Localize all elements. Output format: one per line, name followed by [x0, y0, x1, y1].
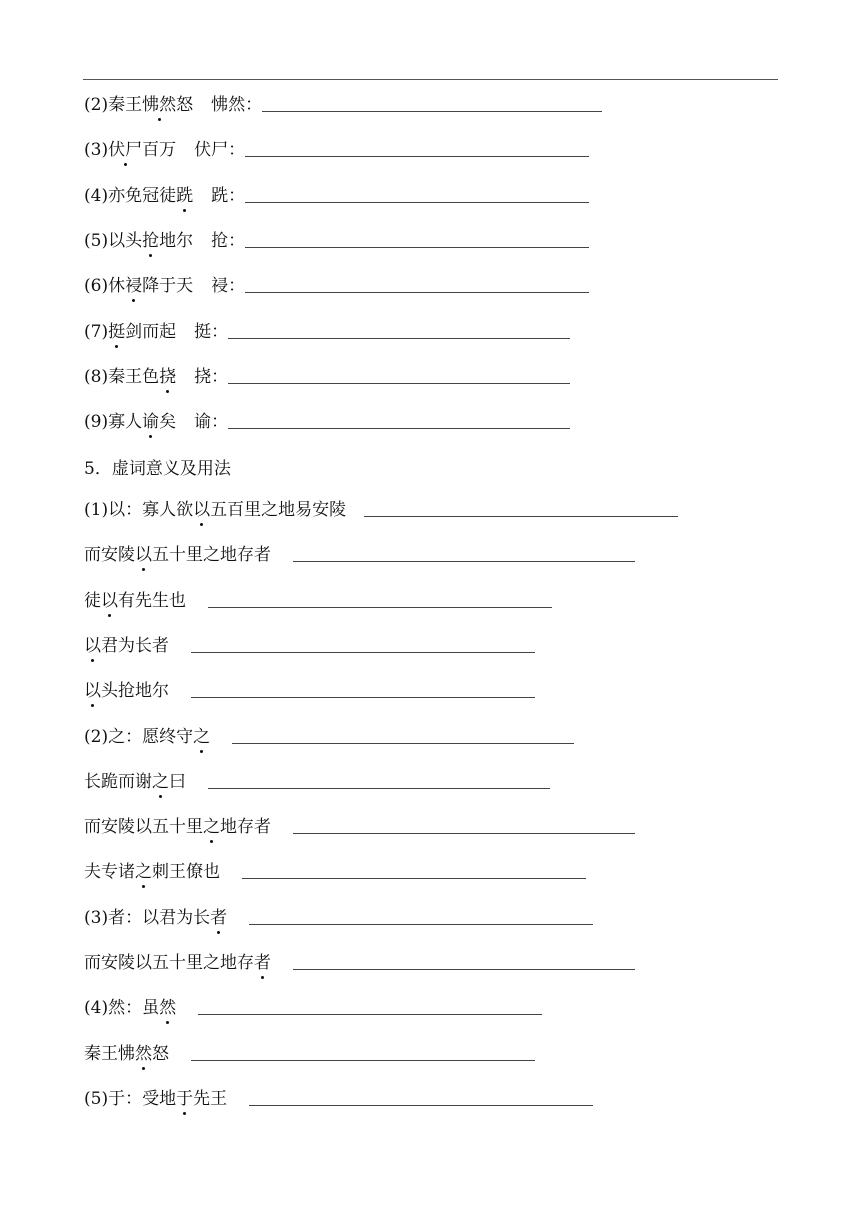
- function_words-item: [84, 944, 635, 974]
- answer-blank[interactable]: [191, 652, 535, 653]
- answer-blank[interactable]: [191, 697, 535, 698]
- emphasized-word: 跣: [176, 185, 194, 206]
- emphasized-word: 祲: [125, 276, 143, 297]
- function_words-item: [84, 989, 542, 1019]
- answer-blank[interactable]: [293, 833, 635, 834]
- item-text: (3): [84, 140, 109, 161]
- emphasized-word: 伏尸: [108, 140, 143, 161]
- answer-blank[interactable]: [232, 743, 574, 744]
- emphasized-word: 谕: [142, 412, 160, 433]
- answer-blank[interactable]: [249, 1105, 593, 1106]
- item-text: 有先生也: [118, 590, 186, 611]
- item-text: 百万: [142, 140, 177, 161]
- answer-blank[interactable]: [228, 428, 570, 429]
- emphasized-word: 于: [176, 1088, 194, 1109]
- items-item: [84, 177, 589, 207]
- function_words-item: [84, 1035, 535, 1065]
- target-word-label: 伏尸：: [194, 140, 246, 161]
- function_words-item: [84, 672, 535, 702]
- items-item: [84, 267, 589, 297]
- item-text: 而安陵以五十里: [84, 817, 203, 838]
- item-text: (4)然：虽: [84, 998, 160, 1019]
- item-text: 矣: [159, 412, 177, 433]
- item-text: (5)以头: [84, 230, 143, 251]
- item-text: 剑而起: [125, 321, 177, 342]
- item-text: (2)之：愿终守: [84, 726, 194, 747]
- items-item: [84, 86, 602, 116]
- answer-blank[interactable]: [228, 383, 570, 384]
- function_words-item: [84, 718, 574, 748]
- emphasized-word: 怫然: [142, 95, 177, 115]
- answer-blank[interactable]: [198, 1014, 542, 1015]
- item-text: 五十里之地存者: [152, 545, 271, 566]
- item-text: 而安陵以五十里之地存: [84, 953, 254, 973]
- answer-blank[interactable]: [242, 878, 586, 879]
- item-text: 君为长者: [101, 635, 169, 656]
- answer-blank[interactable]: [245, 202, 589, 203]
- function_words-item: [84, 582, 552, 612]
- target-word-label: 跣：: [211, 185, 246, 206]
- item-text: 曰: [169, 771, 186, 792]
- item-text: (5)于：受地: [84, 1088, 177, 1109]
- answer-blank[interactable]: [245, 292, 589, 293]
- items-item: [84, 403, 570, 433]
- answer-blank[interactable]: [249, 924, 593, 925]
- item-text: 五百里之地易安陵: [210, 500, 347, 520]
- answer-blank[interactable]: [191, 1060, 535, 1061]
- emphasized-word: 抢: [142, 230, 160, 251]
- answer-blank[interactable]: [262, 111, 602, 112]
- answer-blank[interactable]: [228, 338, 570, 339]
- emphasized-word: 以: [193, 500, 211, 520]
- item-text: 徒: [84, 590, 101, 611]
- function_words-item: [84, 853, 586, 883]
- function_words-item: [84, 627, 535, 657]
- emphasized-word: 然: [135, 1043, 152, 1064]
- items-item: [84, 358, 570, 388]
- target-word-label: 抢：: [211, 230, 246, 251]
- emphasized-word: 以: [101, 590, 118, 611]
- items-item: [84, 131, 589, 161]
- item-text: (9)寡人: [84, 412, 143, 433]
- item-text: 怒: [152, 1043, 169, 1064]
- target-word-label: 挠：: [194, 366, 229, 387]
- function_words-item: [84, 899, 593, 929]
- answer-blank[interactable]: [208, 788, 550, 789]
- item-text: 先王: [193, 1088, 228, 1109]
- item-text: (2)秦王: [84, 95, 143, 115]
- target-word-label: 挺：: [194, 321, 229, 342]
- emphasized-word: 挠: [159, 366, 177, 387]
- items-item: [84, 222, 589, 252]
- function_words-item: [84, 763, 550, 793]
- emphasized-word: 之: [152, 771, 169, 792]
- item-text: 长跪而谢: [84, 771, 152, 792]
- item-text: (4)亦免冠徒: [84, 185, 177, 206]
- item-text: 夫专诸: [84, 862, 135, 883]
- emphasized-word: 之: [203, 817, 220, 838]
- item-text: (1)以：寡人欲: [84, 500, 194, 520]
- item-text: 头抢地尔: [101, 681, 169, 702]
- emphasized-word: 之: [193, 726, 211, 747]
- item-text: 刺王僚也: [152, 862, 220, 883]
- emphasized-word: 以: [84, 635, 101, 656]
- items-item: [84, 313, 570, 343]
- emphasized-word: 者: [254, 953, 271, 973]
- answer-blank[interactable]: [245, 247, 589, 248]
- target-word-label: 谕：: [194, 412, 229, 433]
- emphasized-word: 之: [135, 862, 152, 883]
- answer-blank[interactable]: [293, 561, 635, 562]
- answer-blank[interactable]: [293, 969, 635, 970]
- item-text: 地尔: [159, 230, 194, 251]
- target-word-label: 怫然：: [211, 95, 263, 115]
- item-text: (7): [84, 321, 109, 342]
- emphasized-word: 以: [84, 681, 101, 702]
- answer-blank[interactable]: [245, 156, 589, 157]
- answer-blank[interactable]: [208, 607, 552, 608]
- section-heading: 5．虚词意义及用法: [84, 459, 231, 479]
- item-text: (3)者：以君为长: [84, 907, 211, 928]
- item-text: (8)秦王色: [84, 366, 160, 387]
- item-text: 秦王怫: [84, 1043, 135, 1064]
- target-word-label: 祲：: [211, 276, 246, 297]
- item-text: 而安陵: [84, 545, 135, 566]
- top-rule: [83, 79, 778, 80]
- item-text: (6)休: [84, 276, 126, 297]
- function_words-item: [84, 491, 678, 521]
- emphasized-word: 挺: [108, 321, 126, 342]
- emphasized-word: 然: [159, 998, 177, 1019]
- function_words-item: [84, 536, 635, 566]
- item-text: 怒: [176, 95, 194, 115]
- answer-blank[interactable]: [364, 516, 678, 517]
- function_words-item: [84, 808, 635, 838]
- item-text: 降于天: [142, 276, 194, 297]
- emphasized-word: 以: [135, 545, 152, 566]
- item-text: 地存者: [220, 817, 271, 838]
- function_words-item: [84, 1080, 593, 1110]
- emphasized-word: 者: [210, 907, 228, 928]
